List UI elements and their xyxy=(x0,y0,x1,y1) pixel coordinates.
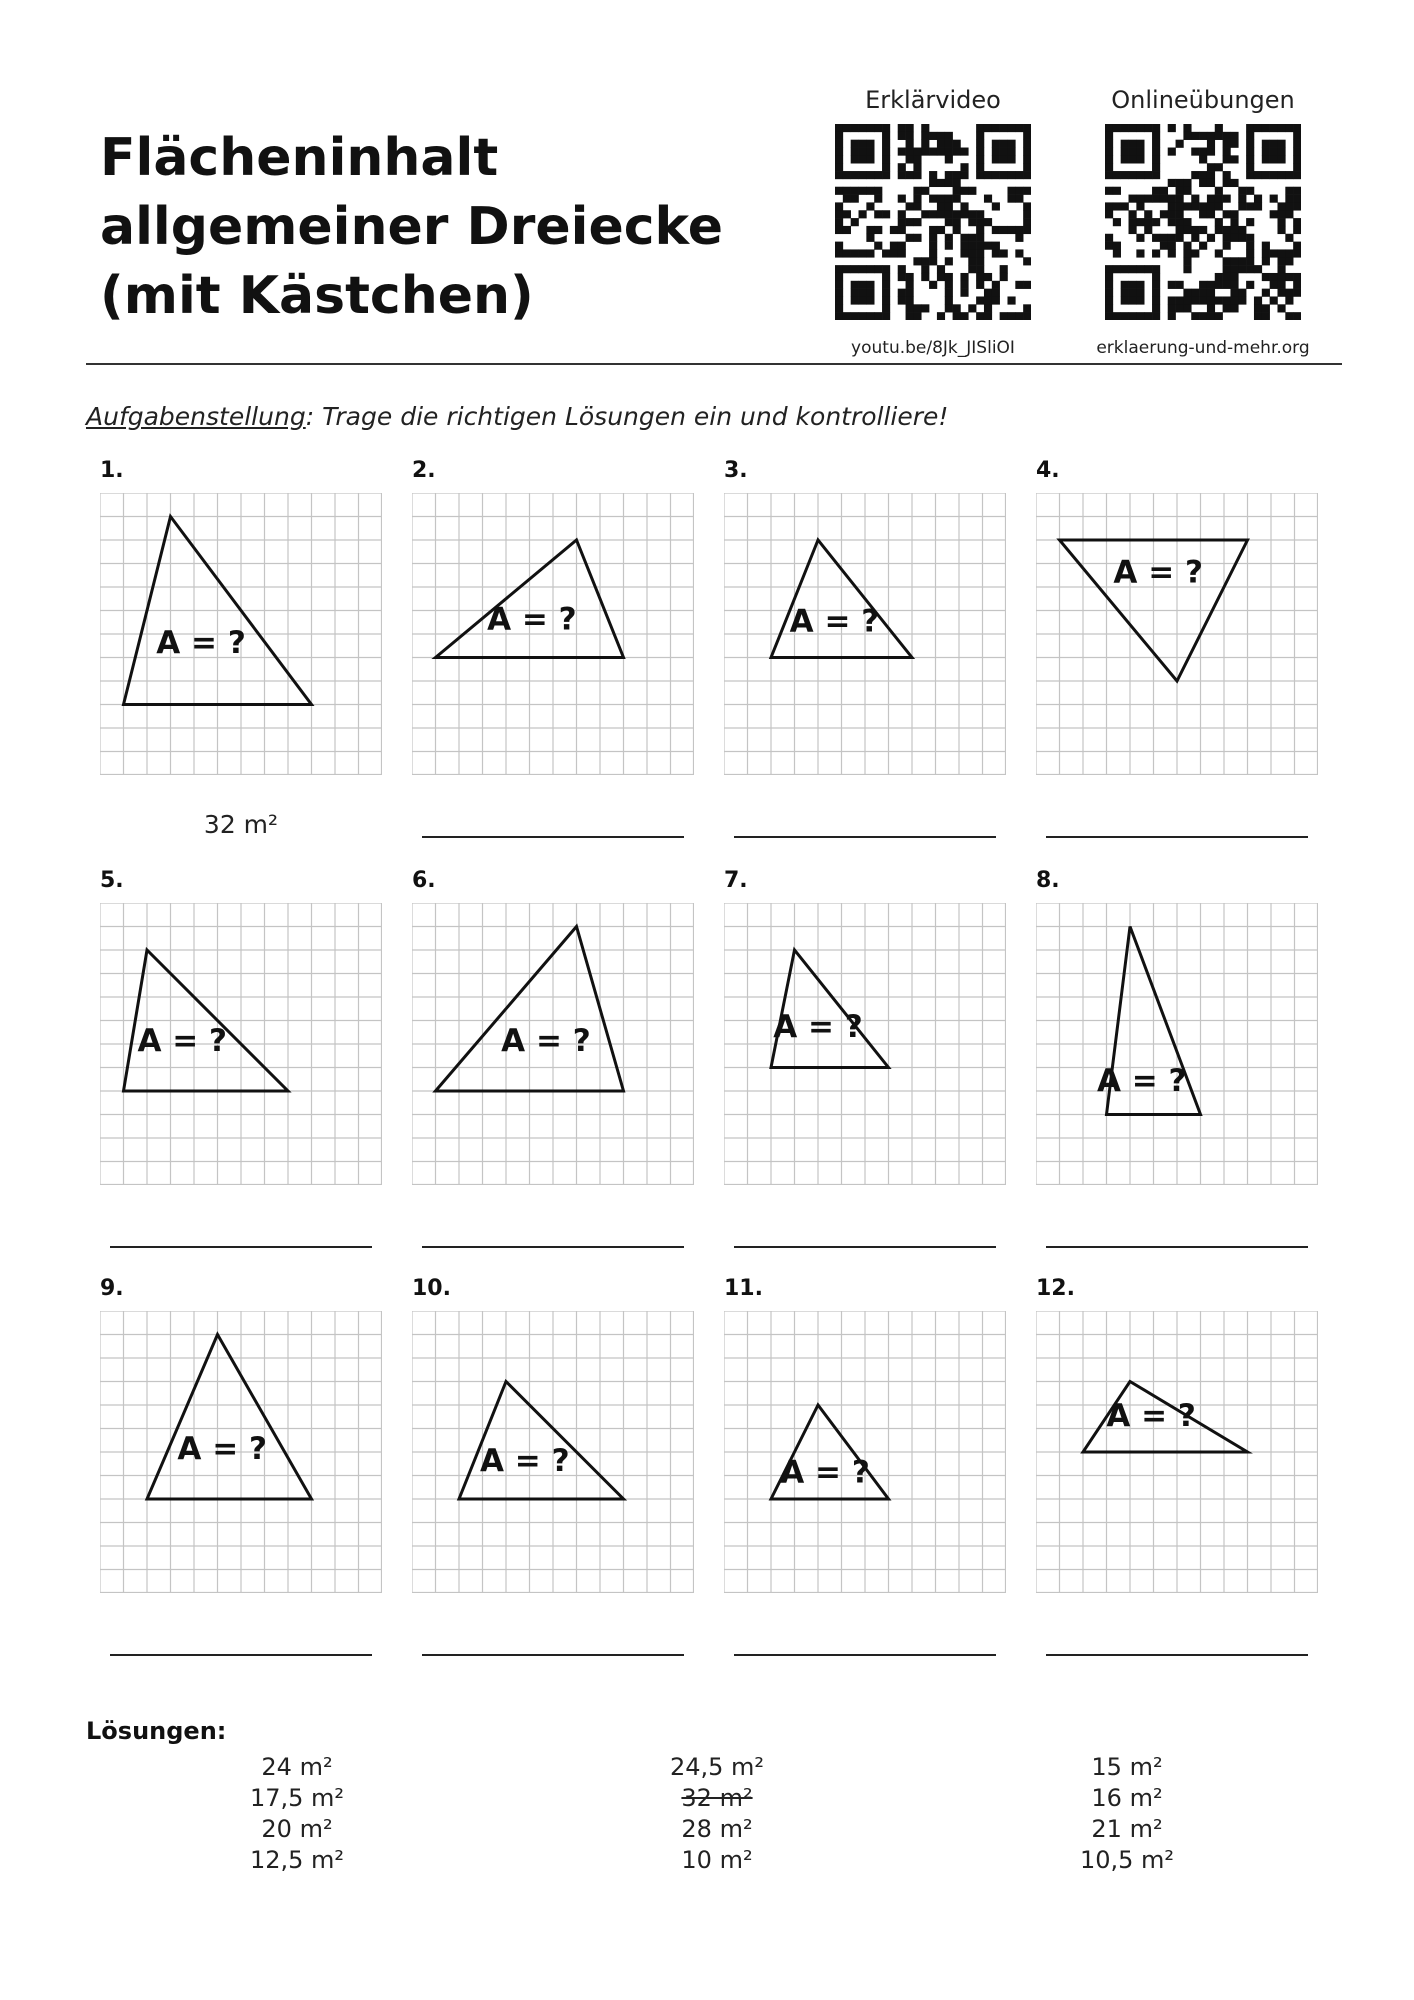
exercise-number: 8. xyxy=(1036,868,1060,893)
exercise-number: 7. xyxy=(724,868,748,893)
answer-line[interactable] xyxy=(734,1654,996,1656)
answer-line[interactable] xyxy=(110,1246,372,1248)
answer-line[interactable] xyxy=(422,1246,684,1248)
area-question-label: A = ? xyxy=(156,624,246,661)
solutions-heading: Lösungen: xyxy=(86,1717,227,1745)
exercise-12 xyxy=(1036,1276,1336,1676)
area-question-label: A = ? xyxy=(501,1023,591,1060)
solution-value: 10 m² xyxy=(681,1846,753,1874)
exercise-10 xyxy=(412,1276,712,1676)
square-grid-figure xyxy=(100,493,382,775)
solution-value: 17,5 m² xyxy=(249,1784,345,1812)
exercise-4 xyxy=(1036,458,1336,858)
square-grid-figure xyxy=(724,493,1006,775)
answer-value[interactable]: 32 m² xyxy=(203,810,279,839)
square-grid-figure xyxy=(100,1311,382,1593)
area-question-label: A = ? xyxy=(1096,1063,1187,1099)
square-grid-figure xyxy=(412,493,694,775)
exercise-8 xyxy=(1036,868,1336,1268)
area-question-label: A = ? xyxy=(177,1431,267,1468)
area-question-label: A = ? xyxy=(789,603,880,640)
qr-video-block[interactable] xyxy=(813,86,1053,358)
area-question-label: A = ? xyxy=(480,1442,570,1479)
exercise-number: 3. xyxy=(724,458,748,483)
answer-line[interactable] xyxy=(1046,1246,1308,1248)
solution-value: 12,5 m² xyxy=(249,1846,345,1874)
qr-exercises-url[interactable]: erklaerung-und-mehr.org xyxy=(1096,338,1310,358)
solution-value: 15 m² xyxy=(1091,1753,1163,1781)
header-divider xyxy=(86,363,1342,365)
title-line: allgemeiner Dreiecke xyxy=(100,197,723,257)
area-question-label: A = ? xyxy=(1106,1398,1196,1435)
area-question-label: A = ? xyxy=(137,1023,228,1060)
square-grid-figure xyxy=(1036,493,1318,775)
solution-value: 28 m² xyxy=(681,1815,753,1843)
triangle-shape xyxy=(147,1335,312,1500)
exercise-number: 10. xyxy=(412,1276,451,1301)
solution-value-used: 32 m² xyxy=(681,1784,753,1812)
exercise-2 xyxy=(412,458,712,858)
area-question-label: A = ? xyxy=(780,1454,870,1491)
answer-line[interactable] xyxy=(422,1654,684,1656)
qr-video-url[interactable]: youtu.be/8Jk_JISliOI xyxy=(851,338,1015,358)
solution-value: 16 m² xyxy=(1091,1784,1163,1812)
solution-value: 21 m² xyxy=(1091,1815,1163,1843)
exercise-3 xyxy=(724,458,1024,858)
exercise-number: 5. xyxy=(100,868,124,893)
square-grid-figure xyxy=(412,1311,694,1593)
solutions-column xyxy=(977,1752,1277,1876)
area-question-label: A = ? xyxy=(1113,554,1203,591)
square-grid-figure xyxy=(724,903,1006,1185)
square-grid-figure xyxy=(1036,903,1318,1185)
answer-line[interactable] xyxy=(734,836,996,838)
exercise-number: 11. xyxy=(724,1276,763,1301)
square-grid-figure xyxy=(100,903,382,1185)
exercise-number: 6. xyxy=(412,868,436,893)
exercise-number: 2. xyxy=(412,458,436,483)
qr-video-label: Erklärvideo xyxy=(865,86,1001,114)
solution-value: 10,5 m² xyxy=(1079,1846,1175,1874)
square-grid-figure xyxy=(1036,1311,1318,1593)
triangle-shape xyxy=(459,1382,624,1500)
qr-exercises-label: Onlineübungen xyxy=(1111,86,1295,114)
task-prefix: Aufgabenstellung xyxy=(86,402,306,431)
task-text: : Trage die richtigen Lösungen ein und kontrolliere! xyxy=(305,402,949,431)
solution-value: 20 m² xyxy=(261,1815,333,1843)
exercise-number: 4. xyxy=(1036,458,1060,483)
exercise-number: 1. xyxy=(100,458,124,483)
exercise-11 xyxy=(724,1276,1024,1676)
exercise-number: 12. xyxy=(1036,1276,1075,1301)
qr-code-icon[interactable] xyxy=(835,124,1031,320)
answer-line[interactable] xyxy=(422,836,684,838)
answer-line[interactable] xyxy=(110,1654,372,1656)
square-grid-figure xyxy=(412,903,694,1185)
exercise-6 xyxy=(412,868,712,1268)
title-line: (mit Kästchen) xyxy=(100,266,534,326)
exercise-1 xyxy=(100,458,400,858)
exercise-7 xyxy=(724,868,1024,1268)
answer-line[interactable] xyxy=(734,1246,996,1248)
solutions-column xyxy=(567,1752,867,1876)
task-instruction xyxy=(86,402,948,431)
exercise-number: 9. xyxy=(100,1276,124,1301)
area-question-label: A = ? xyxy=(773,1008,863,1045)
solution-value: 24,5 m² xyxy=(669,1753,765,1781)
answer-line[interactable] xyxy=(1046,1654,1308,1656)
qr-code-icon[interactable] xyxy=(1105,124,1301,320)
worksheet-title xyxy=(100,124,750,331)
area-question-label: A = ? xyxy=(487,601,577,638)
qr-exercises-block[interactable] xyxy=(1083,86,1323,358)
solution-value: 24 m² xyxy=(261,1753,333,1781)
exercise-5 xyxy=(100,868,400,1268)
square-grid-figure xyxy=(724,1311,1006,1593)
answer-line[interactable] xyxy=(1046,836,1308,838)
solutions-column xyxy=(147,1752,447,1876)
exercise-9 xyxy=(100,1276,400,1676)
title-line: Flächeninhalt xyxy=(100,128,499,188)
